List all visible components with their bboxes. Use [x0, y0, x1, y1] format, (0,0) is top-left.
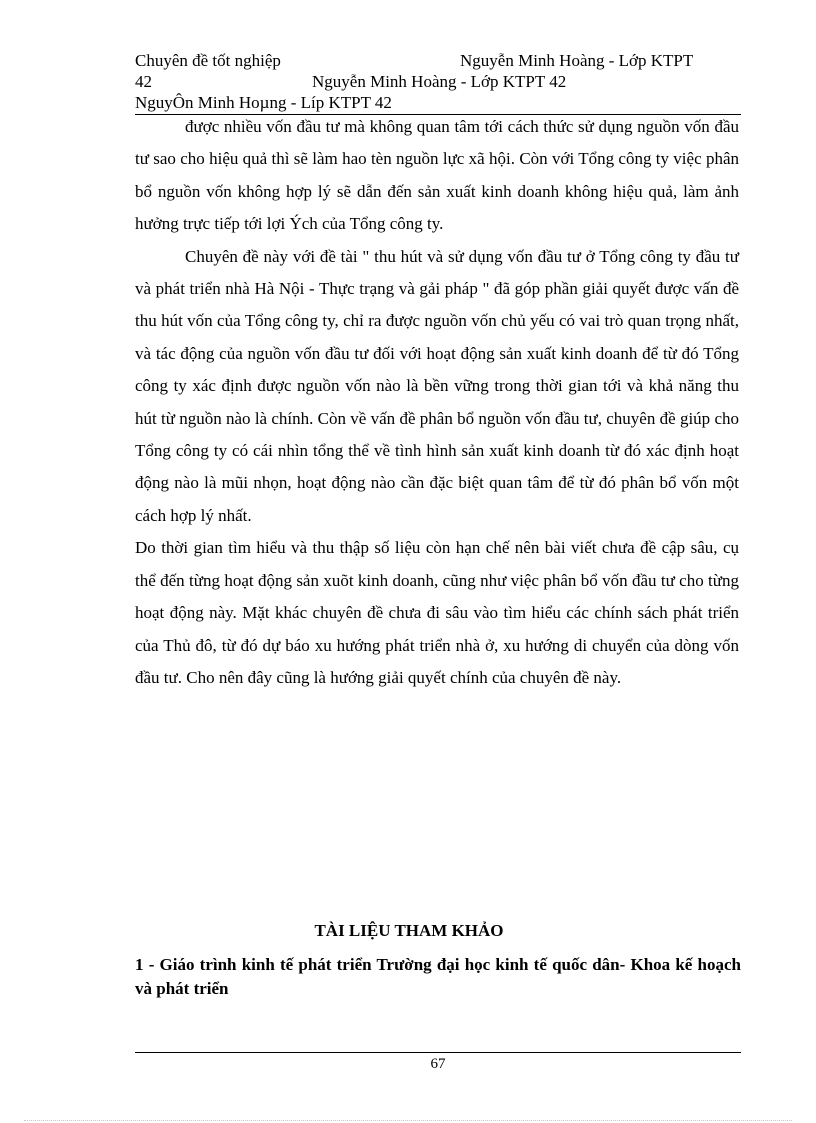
- page-edge-divider: [24, 1120, 792, 1121]
- body-paragraph-3: Do thời gian tìm hiểu và thu thập số liệu còn hạn chế nên bài viết chưa đề cập sâu, cụ thể đến từng hoạt động sản xuõt kinh doanh, cũng như việc phân bổ vốn đầu tư cho từng hoạt động này. Mặt khác chuyên đề chưa đi sâu vào tìm hiểu các chính sách phát triển của Thủ đô, từ đó dự báo xu hướng phát triển nhà ở, xu hướng di chuyển của dòng vốn đầu tư. Cho nên đây cũng là hướng giải quyết chính của chuyên đề này.: [135, 538, 739, 687]
- header-author-class-garbled: NguyÔn Minh Hoµng - Líp KTPT 42: [135, 93, 392, 112]
- header-class-number: 42: [135, 72, 152, 91]
- page-number: 67: [430, 1056, 446, 1072]
- body-text: [135, 111, 739, 694]
- reference-item-1: 1 - Giáo trình kinh tế phát triển Trường đại học kinh tế quốc dân- Khoa kế hoạch và phát triển: [135, 955, 741, 998]
- header-author-class-repeat: Nguyễn Minh Hoàng - Lớp KTPT 42: [312, 72, 567, 91]
- page-header: [135, 50, 741, 115]
- footer-divider: [135, 1052, 741, 1053]
- header-author-class: Nguyễn Minh Hoàng - Lớp KTPT: [460, 51, 694, 70]
- header-document-type: Chuyên đề tốt nghiệp: [135, 51, 281, 70]
- body-paragraph-1: được nhiều vốn đầu tư mà không quan tâm tới cách thức sử dụng nguồn vốn đầu tư sao cho hiệu quả thì sẽ làm hao tèn nguồn lực xã hội. Còn với Tổng công ty việc phân bổ nguồn vốn không hợp lý sẽ dẫn đến sản xuất kinh doanh không hiệu quả, làm ảnh hưởng trực tiếp tới lợi Ých của Tổng công ty.: [135, 117, 739, 234]
- body-paragraph-2: Chuyên đề này với đề tài " thu hút và sử dụng vốn đầu tư ở Tổng công ty đầu tư và phát triển nhà Hà Nội - Thực trạng và gải pháp " đã góp phần giải quyết được vấn đề thu hút vốn của Tổng công ty, chỉ ra được nguồn vốn chủ yếu có vai trò quan trọng nhất, và tác động của nguồn vốn đầu tư đối với hoạt động sản xuất kinh doanh để từ đó Tổng công ty xác định được nguồn vốn nào là bền vững trong thời gian tới và khả năng thu hút từ nguồn nào là chính. Còn về vấn đề phân bổ nguồn vốn đầu tư, chuyên đề giúp cho Tổng công ty có cái nhìn tổng thể về tình hình sản xuất kinh doanh từ đó xác định hoạt động nào là mũi nhọn, hoạt động nào cần đặc biệt quan tâm để từ đó phân bổ vốn một cách hợp lý nhất.: [135, 246, 739, 525]
- references-title: TÀI LIỆU THAM KHẢO: [314, 921, 504, 940]
